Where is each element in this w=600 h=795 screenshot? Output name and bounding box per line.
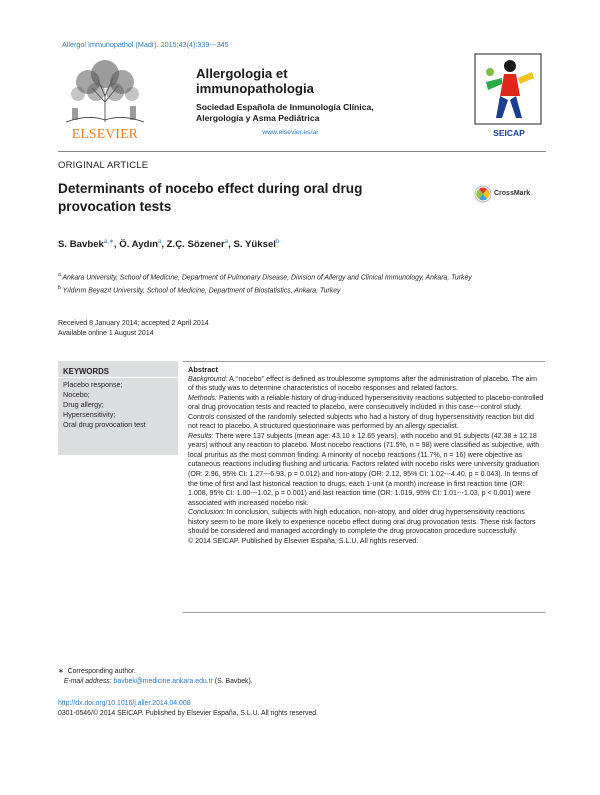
keyword-item: Drug allergy; <box>63 400 104 409</box>
corresponding-author-note <box>58 667 253 687</box>
keyword-item: Nocebo; <box>63 390 90 399</box>
crossmark-label[interactable]: CrossMark <box>494 190 531 197</box>
society-name <box>196 102 392 124</box>
abstract-conclusion <box>188 508 544 537</box>
abstract <box>188 365 544 546</box>
corresponding-line <box>58 667 253 677</box>
article-title: Determinants of nocebo effect during oral drug provocation tests <box>58 181 363 214</box>
doi-link[interactable]: http://dx.doi.org/10.1016/j.aller.2014.04.008 <box>58 700 191 707</box>
author-name[interactable]: S. Bavbek <box>58 239 104 251</box>
journal-masthead <box>196 66 392 136</box>
affiliation-sup: a <box>58 272 61 278</box>
keyword-item: Placebo response; <box>63 380 123 389</box>
elsevier-wordmark: ELSEVIER <box>71 126 139 141</box>
conclusion-label: Conclusion: <box>188 509 225 517</box>
results-text: There were 137 subjects (mean age: 43.10 ± 12.65 years), with nocebo and 91 subjects (42.38 ± 12.18 years) without any reaction to placebo. Most nocebo reactions (71.5%, n = 98) were classified as subjective, with local pruritus as the most common finding. A minority of nocebo reactions (11.7%, n = 16) were objective as cutaneous reactions including flushing and urticaria. Factors related with nocebo risks were university graduation (OR: 2.96, 95% CI: 1.27---6.93, p = 0.012) and non-atopy (OR: 2.12, 95% CI: 1.02---4.40, p = 0.043). In terms of the time of first and last historical reaction to drugs, each 1-unit (a month) increase in first reaction time (OR: 1.008, 95% CI: 1.00---1.02, p = 0.001) and last reaction time (OR: 1.019, 95% CI: 1.01---1.03, p < 0.001) were associated with increased nocebo risk. <box>188 432 540 507</box>
author-separator: , <box>113 239 120 251</box>
corresponding-mark: ∗ <box>58 668 64 675</box>
keywords-divider <box>58 377 178 378</box>
email-suffix: (S. Bavbek). <box>212 678 253 685</box>
issn-copyright: 0301-0546/© 2014 SEICAP. Published by Elsevier España, S.L.U. All rights reserved. <box>58 710 319 717</box>
article-section-label: ORIGINAL ARTICLE <box>58 160 149 171</box>
article-dates <box>58 319 209 339</box>
author-name[interactable]: S. Yüksel <box>233 239 276 251</box>
author-sup[interactable]: a,∗ <box>103 239 114 245</box>
methods-text: Patients with a reliable history of drug-induced hypersensitivity reactions subjected to placebo-controlled oral drug provocation tests and reacted to placebo, were consecutively included in this case---control study. Controls consisted of the randomly selected subjects who had a history of drug hypersensitivity reaction but did not react to placebo. A structured questionnaire was performed by an allergy specialist. <box>188 394 544 431</box>
seicap-logo <box>472 52 544 138</box>
author-name[interactable]: Ö. Aydın <box>119 239 158 251</box>
abstract-background <box>188 375 544 394</box>
journal-url-link[interactable]: www.elsevier.es/ai <box>262 129 318 136</box>
author-name[interactable]: Z.Ç. Sözener <box>166 239 225 251</box>
keywords-list <box>63 380 178 430</box>
affiliation-sup: b <box>58 285 61 292</box>
journal-title-line1: Allergologia et <box>196 66 288 81</box>
author-separator: , <box>228 239 234 251</box>
affiliation-b <box>58 283 508 296</box>
journal-citation: Allergol Immunopathol (Madr). 2015;43(4):339---345 <box>62 40 229 49</box>
received-date: Received 8 January 2014; accepted 2 April 2014 <box>58 320 209 327</box>
abstract-copyright: © 2014 SEICAP. Published by Elsevier España, S.L.U. All rights reserved. <box>188 537 419 545</box>
abstract-methods <box>188 394 544 432</box>
society-line1: Sociedad Española de Inmunología Clínica, <box>196 102 374 112</box>
seicap-wordmark: SEICAP <box>493 128 525 138</box>
affiliations <box>58 270 508 297</box>
affiliation-text: Yıldırım Beyazıt University, School of Medicine, Department of Biostatistics, Ankara, Turkey <box>62 287 341 295</box>
header-divider <box>58 151 546 152</box>
abstract-bottom-rule <box>183 612 545 613</box>
background-text: A ‘‘nocebo’’ effect is defined as troublesome symptoms after the administration of placebo. The aim of this study was to determine characteristics of nocebo responses and related factors. <box>188 375 538 393</box>
abstract-heading: Abstract <box>188 365 218 374</box>
keyword-item: Oral drug provocation test <box>63 420 146 429</box>
affiliation-a <box>58 270 508 283</box>
results-label: Results: <box>188 432 214 440</box>
methods-label: Methods: <box>188 394 217 402</box>
author-sup[interactable]: a <box>224 239 229 245</box>
abstract-results <box>188 432 544 508</box>
online-date: Available online 1 August 2014 <box>58 330 154 337</box>
email-link[interactable]: bavbek@medicine.ankara.edu.tr <box>113 678 213 685</box>
author-separator: , <box>161 239 167 251</box>
abstract-top-rule <box>183 361 545 362</box>
corresponding-label: Corresponding author. <box>67 668 136 675</box>
email-line <box>58 677 253 687</box>
email-label: E-mail address: <box>63 678 112 685</box>
society-line2: Alergología y Asma Pediátrica <box>196 113 320 123</box>
author-list <box>58 238 279 250</box>
background-label: Background: <box>188 375 228 383</box>
keyword-item: Hypersensitivity; <box>63 410 116 419</box>
conclusion-text: In conclusion, subjects with high education, non-atopy, and older drug hypersensitivity reactions history seem to be more likely to experience nocebo effect during oral drug provocation tests. These risk factors should be considered and managed accordingly to complete the drug provocation procedure successfully. <box>188 509 536 536</box>
author-sup[interactable]: a <box>157 239 162 245</box>
affiliation-text: Ankara University, School of Medicine, Department of Pulmonary Disease, Division of Allergy and Clinical Immunology, Ankara, Turkey <box>62 274 472 282</box>
journal-title-line2: immunopathologia <box>196 81 314 96</box>
keywords-heading: KEYWORDS <box>63 367 109 376</box>
author-sup[interactable]: b <box>275 239 280 245</box>
